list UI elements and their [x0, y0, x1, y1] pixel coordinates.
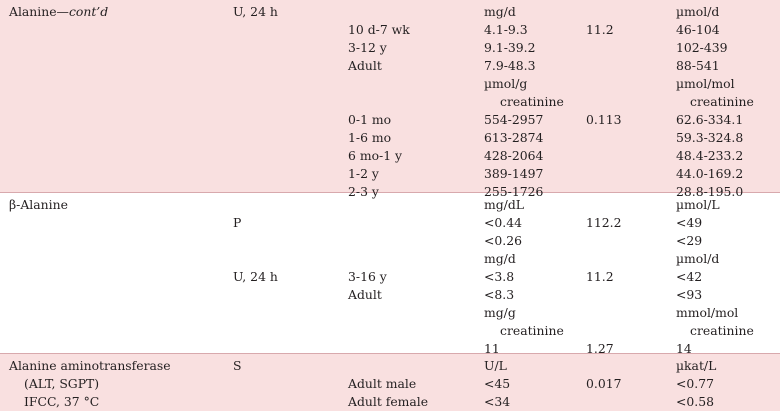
- conventional-units-cell-text: 428-2064: [484, 148, 544, 163]
- conventional-units-cell: [484, 21, 528, 39]
- conventional-units-cell: [484, 129, 543, 147]
- group-cell-text: 6 mo-1 y: [348, 148, 403, 163]
- si-units-cell: [676, 75, 735, 93]
- conversion-factor-cell: [586, 268, 614, 286]
- specimen-cell: [233, 214, 241, 232]
- conventional-units-cell-text: U/L: [484, 358, 507, 373]
- table-row: [0, 129, 780, 147]
- conventional-units-cell: [484, 232, 522, 250]
- table-row: [0, 375, 780, 393]
- specimen-cell-text: P: [233, 215, 242, 230]
- conventional-units-cell: [484, 39, 535, 57]
- conventional-units-cell: [484, 340, 500, 358]
- specimen-cell-text: U, 24 h: [233, 4, 278, 19]
- si-units-cell: [690, 93, 754, 111]
- group-cell: [348, 39, 387, 57]
- si-units-cell-text: <0.77: [676, 376, 714, 391]
- conversion-factor-cell-text: 0.017: [586, 376, 622, 391]
- specimen-cell: [233, 268, 278, 286]
- specimen-cell: [233, 3, 278, 21]
- table-row: [0, 3, 780, 21]
- conventional-units-cell: [484, 375, 510, 393]
- group-cell: [348, 57, 382, 75]
- si-units-cell-text: 62.6-334.1: [676, 112, 744, 127]
- si-units-cell-text: µmol/L: [676, 197, 720, 212]
- group-cell-text: Adult male: [348, 376, 417, 391]
- test-name-cell: [9, 357, 171, 375]
- conventional-units-cell-text: 4.1-9.3: [484, 22, 528, 37]
- table-row: [0, 75, 780, 93]
- si-units-cell: [676, 147, 743, 165]
- conventional-units-cell-text: <8.3: [484, 287, 515, 302]
- si-units-cell-text: creatinine: [690, 323, 754, 338]
- si-units-cell-text: <29: [676, 233, 703, 248]
- conventional-units-cell-text: <3.8: [484, 269, 515, 284]
- si-units-cell: [690, 322, 754, 340]
- group-cell: [348, 375, 416, 393]
- test-name-cell-text: IFCC, 37 °C: [24, 394, 100, 409]
- conventional-units-cell: [484, 286, 514, 304]
- si-units-cell-text: µmol/d: [676, 4, 720, 19]
- si-units-cell-text: µmol/d: [676, 251, 720, 266]
- si-units-cell-text: 59.3-324.8: [676, 130, 744, 145]
- specimen-cell-text: U, 24 h: [233, 269, 278, 284]
- si-units-cell-text: µmol/mol: [676, 76, 735, 91]
- conventional-units-cell-text: mg/g: [484, 305, 516, 320]
- conventional-units-cell: [484, 75, 527, 93]
- table-row: [0, 250, 780, 268]
- table-row: [0, 232, 780, 250]
- si-units-cell: [676, 232, 702, 250]
- conventional-units-cell: [484, 214, 522, 232]
- conventional-units-cell: [484, 147, 543, 165]
- group-cell: [348, 286, 382, 304]
- si-units-cell-text: 44.0-169.2: [676, 166, 744, 181]
- table-row: [0, 93, 780, 111]
- si-units-cell: [676, 375, 714, 393]
- table-row: [0, 304, 780, 322]
- group-cell-text: 0-1 mo: [348, 112, 392, 127]
- conventional-units-cell-text: mg/dL: [484, 197, 525, 212]
- table-row: [0, 214, 780, 232]
- si-units-cell-text: 14: [676, 341, 692, 356]
- si-units-cell-text: 88-541: [676, 58, 720, 73]
- conventional-units-cell: [500, 93, 564, 111]
- group-cell: [348, 147, 402, 165]
- table-row: [0, 165, 780, 183]
- conversion-factor-cell-text: 11.2: [586, 22, 614, 37]
- conventional-units-cell: [484, 111, 543, 129]
- table-row: [0, 111, 780, 129]
- si-units-cell-text: <42: [676, 269, 703, 284]
- si-units-cell-text: µkat/L: [676, 358, 717, 373]
- table-row: [0, 393, 780, 411]
- test-name-cell-text: Alanine—: [9, 4, 69, 19]
- table-row: [0, 21, 780, 39]
- si-units-cell-text: <49: [676, 215, 703, 230]
- conversion-factor-cell: [586, 21, 614, 39]
- conventional-units-cell-text: mg/d: [484, 4, 516, 19]
- conventional-units-cell-text: 9.1-39.2: [484, 40, 536, 55]
- conventional-units-cell-text: <0.26: [484, 233, 522, 248]
- si-units-cell: [676, 286, 702, 304]
- table-row: [0, 357, 780, 375]
- table-row: [0, 196, 780, 214]
- group-cell-text: Adult: [348, 287, 382, 302]
- group-cell-text: 10 d-7 wk: [348, 22, 410, 37]
- conversion-factor-cell: [586, 214, 621, 232]
- si-units-cell-text: <0.58: [676, 394, 714, 409]
- conventional-units-cell-text: <34: [484, 394, 511, 409]
- test-name-cell: [24, 375, 99, 393]
- conversion-factor-cell-text: 1.27: [586, 341, 614, 356]
- si-units-cell: [676, 21, 720, 39]
- conversion-factor-cell: [586, 340, 614, 358]
- specimen-cell-text: S: [233, 358, 242, 373]
- conversion-factor-cell: [586, 111, 621, 129]
- group-cell: [348, 393, 428, 411]
- table-row: [0, 286, 780, 304]
- conventional-units-cell-text: 255-1726: [484, 184, 544, 199]
- si-units-cell: [676, 3, 719, 21]
- conventional-units-cell-text: µmol/g: [484, 76, 528, 91]
- si-units-cell: [676, 393, 714, 411]
- conventional-units-cell-text: 11: [484, 341, 500, 356]
- si-units-cell-text: 48.4-233.2: [676, 148, 744, 163]
- si-units-cell: [676, 111, 743, 129]
- si-units-cell-text: creatinine: [690, 94, 754, 109]
- conversion-factor-cell-text: 112.2: [586, 215, 622, 230]
- si-units-cell: [676, 196, 720, 214]
- conventional-units-cell-text: mg/d: [484, 251, 516, 266]
- si-units-cell: [676, 129, 743, 147]
- conventional-units-cell-text: <45: [484, 376, 511, 391]
- group-cell: [348, 268, 387, 286]
- si-units-cell: [676, 57, 720, 75]
- test-name-cell-text: (ALT, SGPT): [24, 376, 100, 391]
- group-cell-text: 3-12 y: [348, 40, 387, 55]
- group-cell-text: Adult: [348, 58, 382, 73]
- specimen-cell: [233, 357, 242, 375]
- si-units-cell: [676, 357, 716, 375]
- conventional-units-cell: [484, 268, 514, 286]
- conventional-units-cell-text: 613-2874: [484, 130, 544, 145]
- si-units-cell-text: 102-439: [676, 40, 728, 55]
- si-units-cell: [676, 39, 728, 57]
- table-row: [0, 57, 780, 75]
- test-name-cell-text: β-Alanine: [9, 197, 68, 212]
- test-name-cell-text: Alanine aminotransferase: [9, 358, 171, 373]
- table-row: [0, 147, 780, 165]
- conventional-units-cell: [484, 304, 516, 322]
- conventional-units-cell: [484, 357, 507, 375]
- si-units-cell: [676, 214, 702, 232]
- si-units-cell: [676, 340, 692, 358]
- si-units-cell: [676, 304, 738, 322]
- continued-label: cont’d: [68, 4, 109, 19]
- conventional-units-cell-text: creatinine: [500, 323, 564, 338]
- table-row: [0, 268, 780, 286]
- si-units-cell-text: 28.8-195.0: [676, 184, 744, 199]
- si-units-cell: [676, 268, 702, 286]
- group-cell-text: 3-16 y: [348, 269, 387, 284]
- test-name-cell: [24, 393, 99, 411]
- group-cell: [348, 21, 410, 39]
- conventional-units-cell-text: 7.9-48.3: [484, 58, 536, 73]
- si-units-cell-text: <93: [676, 287, 703, 302]
- conventional-units-cell: [500, 322, 564, 340]
- conventional-units-cell-text: <0.44: [484, 215, 522, 230]
- conversion-factor-cell-text: 11.2: [586, 269, 614, 284]
- conventional-units-cell: [484, 3, 516, 21]
- conventional-units-cell: [484, 196, 524, 214]
- test-name-cell: [9, 3, 108, 21]
- table-row: [0, 322, 780, 340]
- group-cell: [348, 111, 391, 129]
- table-row: [0, 340, 780, 358]
- group-cell-text: 1-2 y: [348, 166, 379, 181]
- conventional-units-cell: [484, 250, 516, 268]
- si-units-cell: [676, 250, 719, 268]
- si-units-cell-text: 46-104: [676, 22, 720, 37]
- conventional-units-cell: [484, 165, 543, 183]
- conventional-units-cell: [484, 393, 510, 411]
- group-cell: [348, 165, 379, 183]
- group-cell-text: 1-6 mo: [348, 130, 392, 145]
- conversion-factor-cell: [586, 375, 621, 393]
- conventional-units-cell: [484, 57, 535, 75]
- group-cell-text: Adult female: [348, 394, 429, 409]
- conventional-units-cell-text: creatinine: [500, 94, 564, 109]
- group-cell-text: 2-3 y: [348, 184, 379, 199]
- table-row: [0, 39, 780, 57]
- conventional-units-cell-text: 389-1497: [484, 166, 544, 181]
- conventional-units-cell-text: 554-2957: [484, 112, 544, 127]
- group-cell: [348, 129, 391, 147]
- conversion-factor-cell-text: 0.113: [586, 112, 622, 127]
- si-units-cell: [676, 165, 743, 183]
- si-units-cell-text: mmol/mol: [676, 305, 739, 320]
- test-name-cell: [9, 196, 68, 214]
